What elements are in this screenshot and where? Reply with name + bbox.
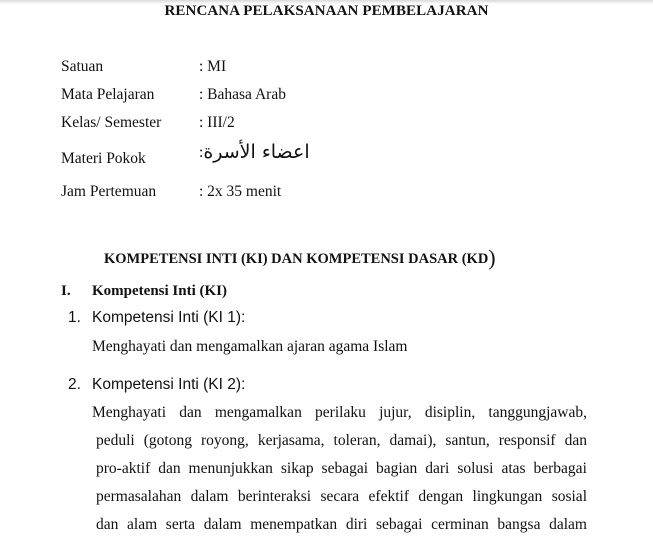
section-number: I. [61,283,71,299]
justified-word: sosial [551,488,587,505]
justified-word: sikap [280,460,314,477]
justified-word: lingkungan [472,488,543,505]
ki-1-number: 1. [68,309,81,326]
ki-2-description-line [92,404,587,422]
justified-word: secara [320,488,360,505]
justified-word: pro-aktif [96,460,151,477]
justified-word: menunjukkan [188,460,273,477]
justified-word: atas [501,460,526,477]
meta-value-mata-pelajaran: : Bahasa Arab [199,86,286,103]
justified-word: permasalahan [96,488,182,505]
ki-2-description-line [96,488,587,506]
justified-word: dalam [203,516,242,533]
meta-value-materi-pokok [199,141,310,163]
section-title: Kompetensi Inti (KI) [92,283,227,299]
ki-2-description-line [96,432,587,450]
justified-word: peduli [96,432,135,449]
meta-label-jam-pertemuan: Jam Pertemuan [61,183,157,200]
justified-word: cerminan [431,516,489,533]
justified-word: solusi [457,460,494,477]
justified-word: sebagai [321,460,369,477]
justified-word: dan [564,432,587,449]
justified-word: dari [425,460,450,477]
justified-word: diri [345,516,368,533]
justified-word: dan [179,404,202,421]
justified-word: sebagai [375,516,423,533]
justified-word: dan [96,516,119,533]
ki-2-number: 2. [68,376,81,393]
justified-word: serta [165,516,196,533]
justified-word: dalam [190,488,229,505]
justified-word: dan [158,460,181,477]
document-title: RENCANA PELAKSANAAN PEMBELAJARAN [164,3,489,19]
justified-word: berinteraksi [237,488,312,505]
meta-value-kelas-semester: : III/2 [199,114,235,131]
justified-word: santun, [445,432,490,449]
justified-word: royong, [201,432,249,449]
meta-value-jam-pertemuan: : 2x 35 menit [199,183,282,200]
justified-word: jujur, [379,404,412,421]
justified-word: responsif [498,432,556,449]
meta-label-kelas-semester: Kelas/ Semester [61,114,162,131]
justified-word: toleran, [333,432,381,449]
arabic-topic-text: اعضاء الأسرة [203,141,310,163]
justified-word: disiplin, [424,404,476,421]
justified-word: alam [127,516,158,533]
justified-word: bagian [375,460,418,477]
meta-label-satuan: Satuan [61,58,104,75]
meta-value-colon: : [199,144,204,161]
section-heading-text: KOMPETENSI INTI (KI) DAN KOMPETENSI DASAR (KD [104,251,489,267]
justified-word: damai), [389,432,437,449]
ki-2-description-line [96,460,587,478]
justified-word: dalam [549,516,587,533]
justified-word: perilaku [315,404,366,421]
justified-word: (gotong [143,432,192,449]
justified-word: efektif [368,488,409,505]
justified-word: tanggungjawab, [488,404,587,421]
section-heading [104,245,496,271]
ki-1-description: Menghayati dan mengamalkan ajaran agama Islam [92,338,408,355]
meta-label-mata-pelajaran: Mata Pelajaran [61,86,155,103]
ki-2-title: Kompetensi Inti (KI 2): [92,376,246,393]
section-heading-close-paren: ) [488,245,496,270]
justified-word: menempatkan [250,516,338,533]
justified-word: Menghayati [92,404,167,421]
ki-2-description-line [96,516,587,534]
meta-value-satuan: : MI [199,58,227,75]
meta-label-materi-pokok: Materi Pokok [61,150,146,167]
justified-word: berbagai [533,460,587,477]
justified-word: dengan [418,488,464,505]
justified-word: bangsa [497,516,541,533]
justified-word: mengamalkan [214,404,302,421]
justified-word: kerjasama, [257,432,325,449]
ki-1-title: Kompetensi Inti (KI 1): [92,309,246,326]
